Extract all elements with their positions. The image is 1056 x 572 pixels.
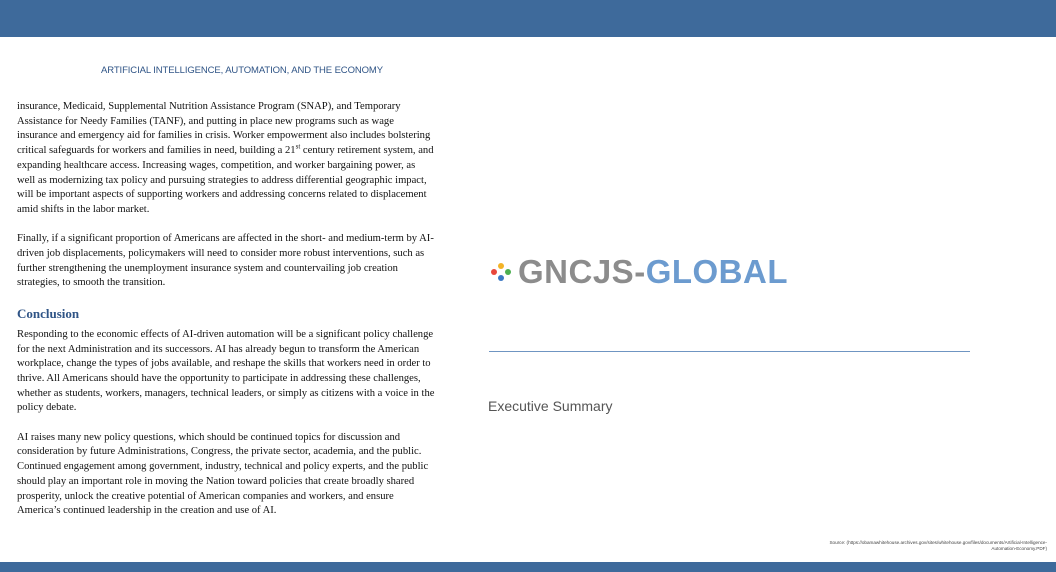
body-paragraph-2: Finally, if a significant proportion of Americans are affected in the short- and medium-term by AI-driven job displacements, policymakers will need to consider more robust interventions, such as further strengthening the unemployment insurance system and countervailing job creation strategies, to smooth the transition. xyxy=(17,233,434,289)
conclusion-heading: Conclusion xyxy=(17,305,80,321)
paragraph-1-text-a: insurance, Medicaid, Supplemental Nutrition Assistance Program (SNAP), and Temporary Assistance for Needy Families (TANF), and putting in place new programs such as wage insurance and emergency aid for families in crisis. Worker empowerment also includes bolstering critical safeguards for workers and families in need, building a 21 xyxy=(17,101,431,157)
logo-wordmark xyxy=(518,252,788,292)
divider-line xyxy=(489,351,970,352)
bottom-banner-bar xyxy=(0,562,1056,572)
logo-wordmark-part1: GNCJS- xyxy=(518,253,646,290)
logo-dot xyxy=(498,263,504,269)
document-running-header: ARTIFICIAL INTELLIGENCE, AUTOMATION, AND THE ECONOMY xyxy=(101,65,383,76)
logo-dot xyxy=(498,275,504,281)
logo-dots-icon xyxy=(490,260,518,284)
executive-summary-label: Executive Summary xyxy=(488,398,613,414)
body-paragraph-3: Responding to the economic effects of AI-driven automation will be a significant policy challenge for the next Administration and its successors. AI has already begun to transform the American workplace, change the types of jobs available, and reshape the skills that workers need in order to thrive. All Americans should have the opportunity to participate in addressing these challenges, whether as students, workers, managers, technical leaders, or simply as citizens with a voice in the policy debate. xyxy=(17,328,435,414)
paragraph-1-text-b: century retirement system, and expanding healthcare access. Increasing wages, competition, and worker bargaining power, as well as modernizing tax policy and pursuing strategies to address differential geographic impact, will be important aspects of supporting workers and addressing concerns related to displacement amid shifts in the labor market. xyxy=(17,145,434,215)
gncjs-global-logo xyxy=(490,252,788,292)
logo-wordmark-part2: GLOBAL xyxy=(645,253,789,290)
logo-dot xyxy=(505,269,511,275)
top-banner-bar xyxy=(0,0,1056,37)
body-paragraph-4: AI raises many new policy questions, which should be continued topics for discussion and consideration by future Administrations, Congress, the private sector, academia, and the public. Continued engagement among government, industry, technical and policy experts, and the public should play an important role in moving the Nation toward policies that create broadly shared prosperity, unlock the creative potential of American companies and workers, and ensure America’s continued leadership in the creation and use of AI. xyxy=(17,431,429,517)
logo-dot xyxy=(491,269,497,275)
ordinal-superscript: st xyxy=(295,142,301,151)
source-citation: Source: (https://obamawhitehouse.archives.gov/sites/whitehouse.gov/files/documents/Artificial-Intelligence-Automation-Economy.PDF) xyxy=(829,540,1047,551)
body-paragraph-1 xyxy=(17,100,435,218)
document-body xyxy=(17,100,435,519)
